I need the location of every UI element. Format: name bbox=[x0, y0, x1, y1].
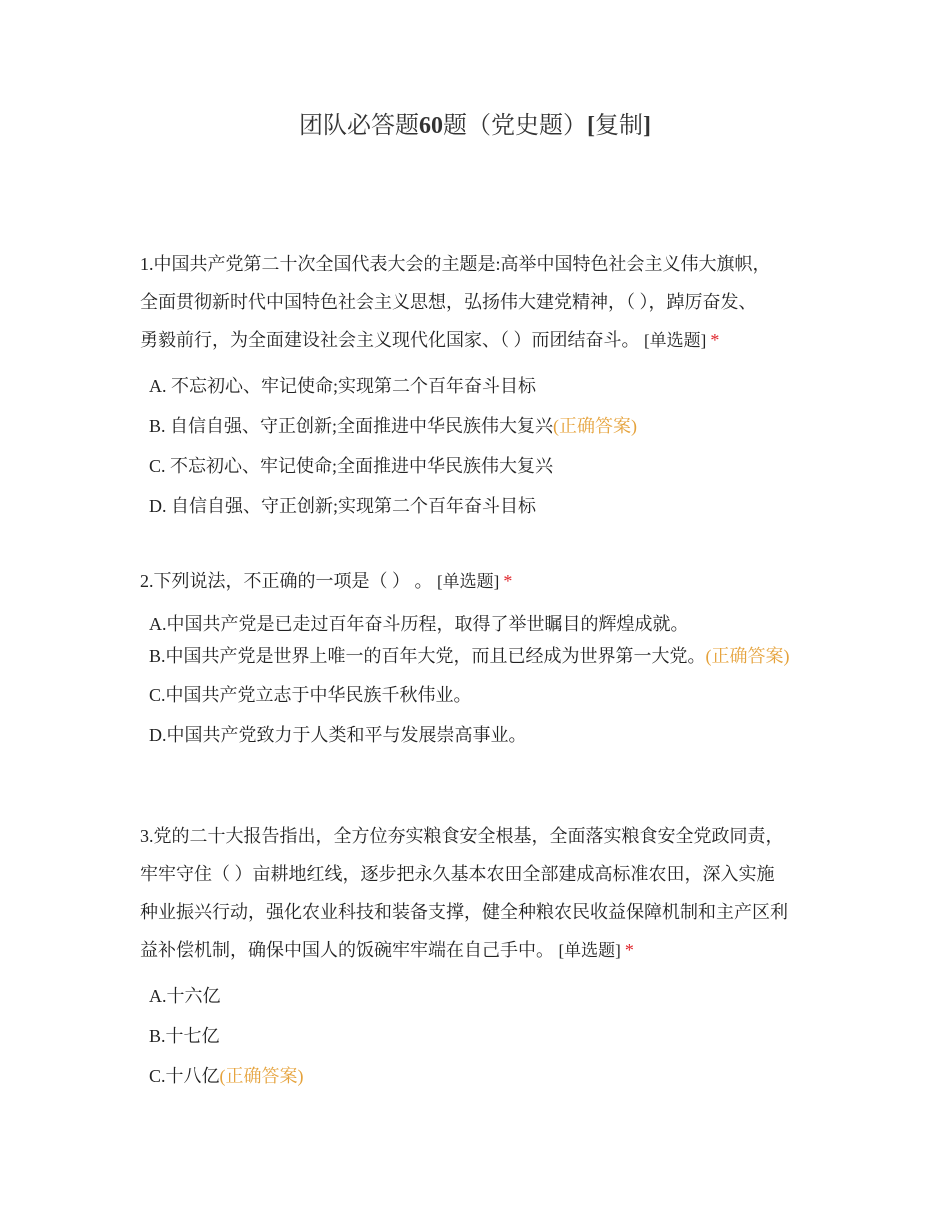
copy-label: [复制] bbox=[587, 113, 651, 139]
title-prefix: 团队必答题 bbox=[299, 113, 419, 139]
correct-answer-tag: (正确答案) bbox=[219, 1066, 304, 1086]
required-mark: * bbox=[503, 571, 513, 591]
question-type: [单选题] bbox=[437, 572, 500, 591]
question-type: [单选题] bbox=[558, 941, 621, 960]
question-1-text: 1.中国共产党第二十次全国代表大会的主题是:高举中国特色社会主义伟大旗帜， 全面贯彻新时代中国特色社会主义思想，弘扬伟大建党精神，（ ），踔厉奋发、 勇毅前行，为全面建设社会主义现代化国家、（ ）而团结奋斗。 [单选题] * bbox=[140, 254, 771, 350]
correct-answer-tag: (正确答案) bbox=[705, 646, 790, 666]
option-1d[interactable]: D. 自信自强、守正创新;实现第二个百年奋斗目标 bbox=[149, 496, 536, 516]
question-3-options bbox=[140, 976, 820, 1096]
option-2a[interactable]: A.中国共产党是已走过百年奋斗历程，取得了举世瞩目的辉煌成就。 bbox=[149, 614, 689, 634]
question-type: [单选题] bbox=[644, 331, 707, 350]
option-2c[interactable]: C.中国共产党立志于中华民族千秋伟业。 bbox=[149, 685, 472, 705]
question-1-options bbox=[140, 366, 820, 526]
correct-answer-tag: (正确答案) bbox=[553, 416, 638, 436]
question-3 bbox=[140, 817, 820, 1096]
question-3-text: 3.党的二十大报告指出，全方位夯实粮食安全根基，全面落实粮食安全党政同责， 牢牢守住（ ）亩耕地红线，逐步把永久基本农田全部建成高标准农田，深入实施 种业振兴行动，强化农业科技和装备支撑，健全种粮农民收益保障机制和主产区利 益补偿机制，确保中国人的饭碗牢牢端在自己手中。 [单选题] * bbox=[140, 826, 788, 960]
page-title bbox=[0, 108, 950, 144]
option-3b[interactable]: B.十七亿 bbox=[149, 1026, 220, 1046]
option-3a[interactable]: A.十六亿 bbox=[149, 986, 221, 1006]
required-mark: * bbox=[624, 940, 634, 960]
required-mark: * bbox=[710, 330, 720, 350]
question-1 bbox=[140, 245, 820, 526]
option-2d[interactable]: D.中国共产党致力于人类和平与发展崇高事业。 bbox=[149, 725, 527, 745]
option-1c[interactable]: C. 不忘初心、牢记使命;全面推进中华民族伟大复兴 bbox=[149, 456, 554, 476]
option-1a[interactable]: A. 不忘初心、牢记使命;实现第二个百年奋斗目标 bbox=[149, 376, 536, 396]
title-suffix: 题（党史题） bbox=[443, 113, 587, 139]
title-number: 60 bbox=[419, 113, 443, 139]
question-2-options bbox=[140, 609, 820, 755]
question-2 bbox=[140, 562, 820, 755]
option-1b[interactable]: B. 自信自强、守正创新;全面推进中华民族伟大复兴(正确答案) bbox=[149, 416, 638, 436]
option-2b[interactable]: B.中国共产党是世界上唯一的百年大党，而且已经成为世界第一大党。(正确答案) bbox=[149, 646, 790, 666]
question-2-text: 2.下列说法，不正确的一项是（ ） 。 [单选题] * bbox=[140, 571, 513, 591]
option-3c[interactable]: C.十八亿(正确答案) bbox=[149, 1066, 304, 1086]
